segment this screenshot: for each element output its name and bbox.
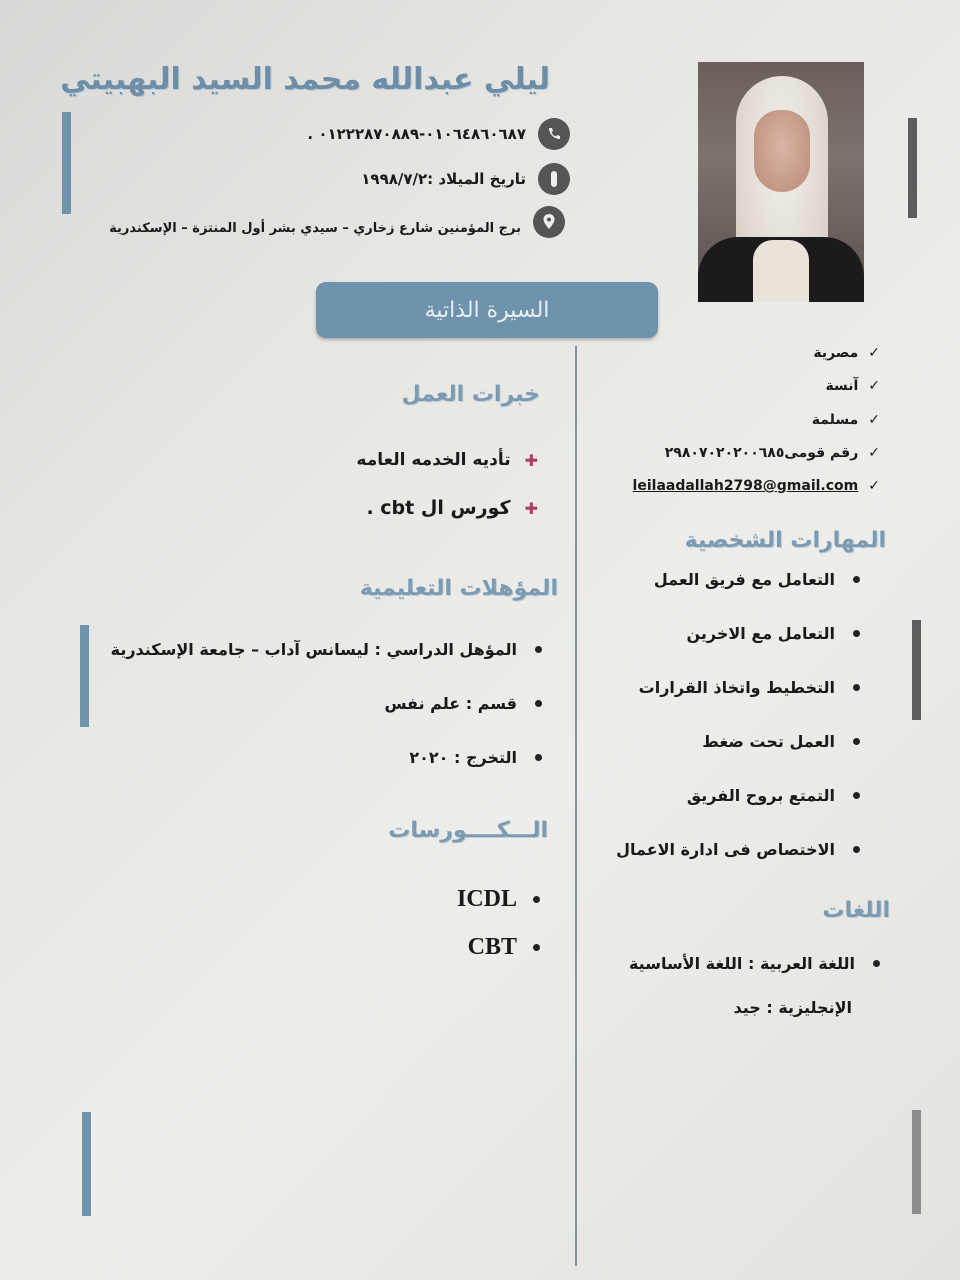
accent-bar-mid-right [912,620,921,720]
birth-date: تاريخ الميلاد :١٩٩٨/٧/٢ [361,170,526,188]
language-english: الإنجليزية : جيد [733,998,852,1017]
pin-capsule-icon [538,163,570,195]
skill-item: العمل تحت ضغط [702,732,860,751]
course-item: ICDL [457,886,540,913]
personal-email [633,478,880,494]
bullet-dot [853,846,860,853]
profile-photo [698,62,864,302]
person-name: ليلي عبدالله محمد السيد البهبيتي [60,62,550,97]
check-icon: ✓ [868,445,880,461]
bullet-dot [853,738,860,745]
bullet-dot [853,684,860,691]
course-item: CBT [468,934,540,961]
cv-title-banner: السيرة الذاتية [316,282,658,338]
work-item: ✚ تأديه الخدمه العامه [356,450,538,470]
skill-item: التمتع بروح الفريق [687,786,860,805]
accent-bar-top-right [908,118,917,218]
education-item: المؤهل الدراسي : ليسانس آداب – جامعة الإسكندرية [111,640,542,659]
language-arabic: اللغة العربية : اللغة الأساسية [629,954,880,973]
phone-icon [538,118,570,150]
education-item: قسم : علم نفس [384,694,542,713]
bullet-dot [853,792,860,799]
skills-title: المهارات الشخصية [684,528,886,553]
bullet-dot [533,944,540,951]
email-link[interactable]: leilaadallah2798@gmail.com [632,478,859,494]
check-icon: ✓ [868,345,880,361]
accent-bar-bottom-right [912,1110,921,1214]
bullet-dot [873,960,880,967]
arrow-bullet-icon: ✚ [524,450,538,470]
languages-title: اللغات [822,898,890,923]
work-item: ✚ كورس ال cbt . [366,497,538,519]
contact-address-row [109,205,565,239]
bullet-dot [535,754,542,761]
skill-item: الاختصاص فى ادارة الاعمال [616,840,860,859]
personal-nationality: ✓ مصرية [813,345,880,361]
column-divider [575,346,577,1266]
check-icon: ✓ [868,478,880,494]
phone-number: ٠١٠٦٤٨٦٠٦٨٧-٠١٢٢٢٨٧٠٨٨٩ . [307,125,526,143]
bullet-dot [535,646,542,653]
accent-bar-top-left [62,112,71,214]
education-item: التخرج : ٢٠٢٠ [409,748,542,767]
personal-national-id: ✓ رقم قومى٢٩٨٠٧٠٢٠٢٠٠٦٨٥ [664,445,880,461]
check-icon: ✓ [868,378,880,394]
courses-title: الـــكــــورسات [388,818,548,843]
skill-item: التعامل مع فريق العمل [654,570,860,589]
accent-bar-bottom-left [82,1112,91,1216]
work-title: خبرات العمل [401,382,540,407]
bullet-dot [533,896,540,903]
skill-item: التخطيط واتخاذ القرارات [639,678,860,697]
bullet-dot [535,700,542,707]
bullet-dot [853,576,860,583]
check-icon: ✓ [868,412,880,428]
accent-bar-mid-left [80,625,89,727]
contact-phone-row [307,117,570,151]
bullet-dot [853,630,860,637]
arrow-bullet-icon: ✚ [524,498,538,518]
personal-religion: ✓ مسلمة [811,412,880,428]
contact-birth-row [361,162,570,196]
skill-item: التعامل مع الاخرين [686,624,860,643]
education-title: المؤهلات التعليمية [359,576,558,601]
address: برج المؤمنين شارع زخاري – سيدي بشر أول المنتزة – الإسكندرية [109,220,521,236]
personal-status: ✓ آنسة [825,378,880,394]
location-pin-icon [533,206,565,238]
